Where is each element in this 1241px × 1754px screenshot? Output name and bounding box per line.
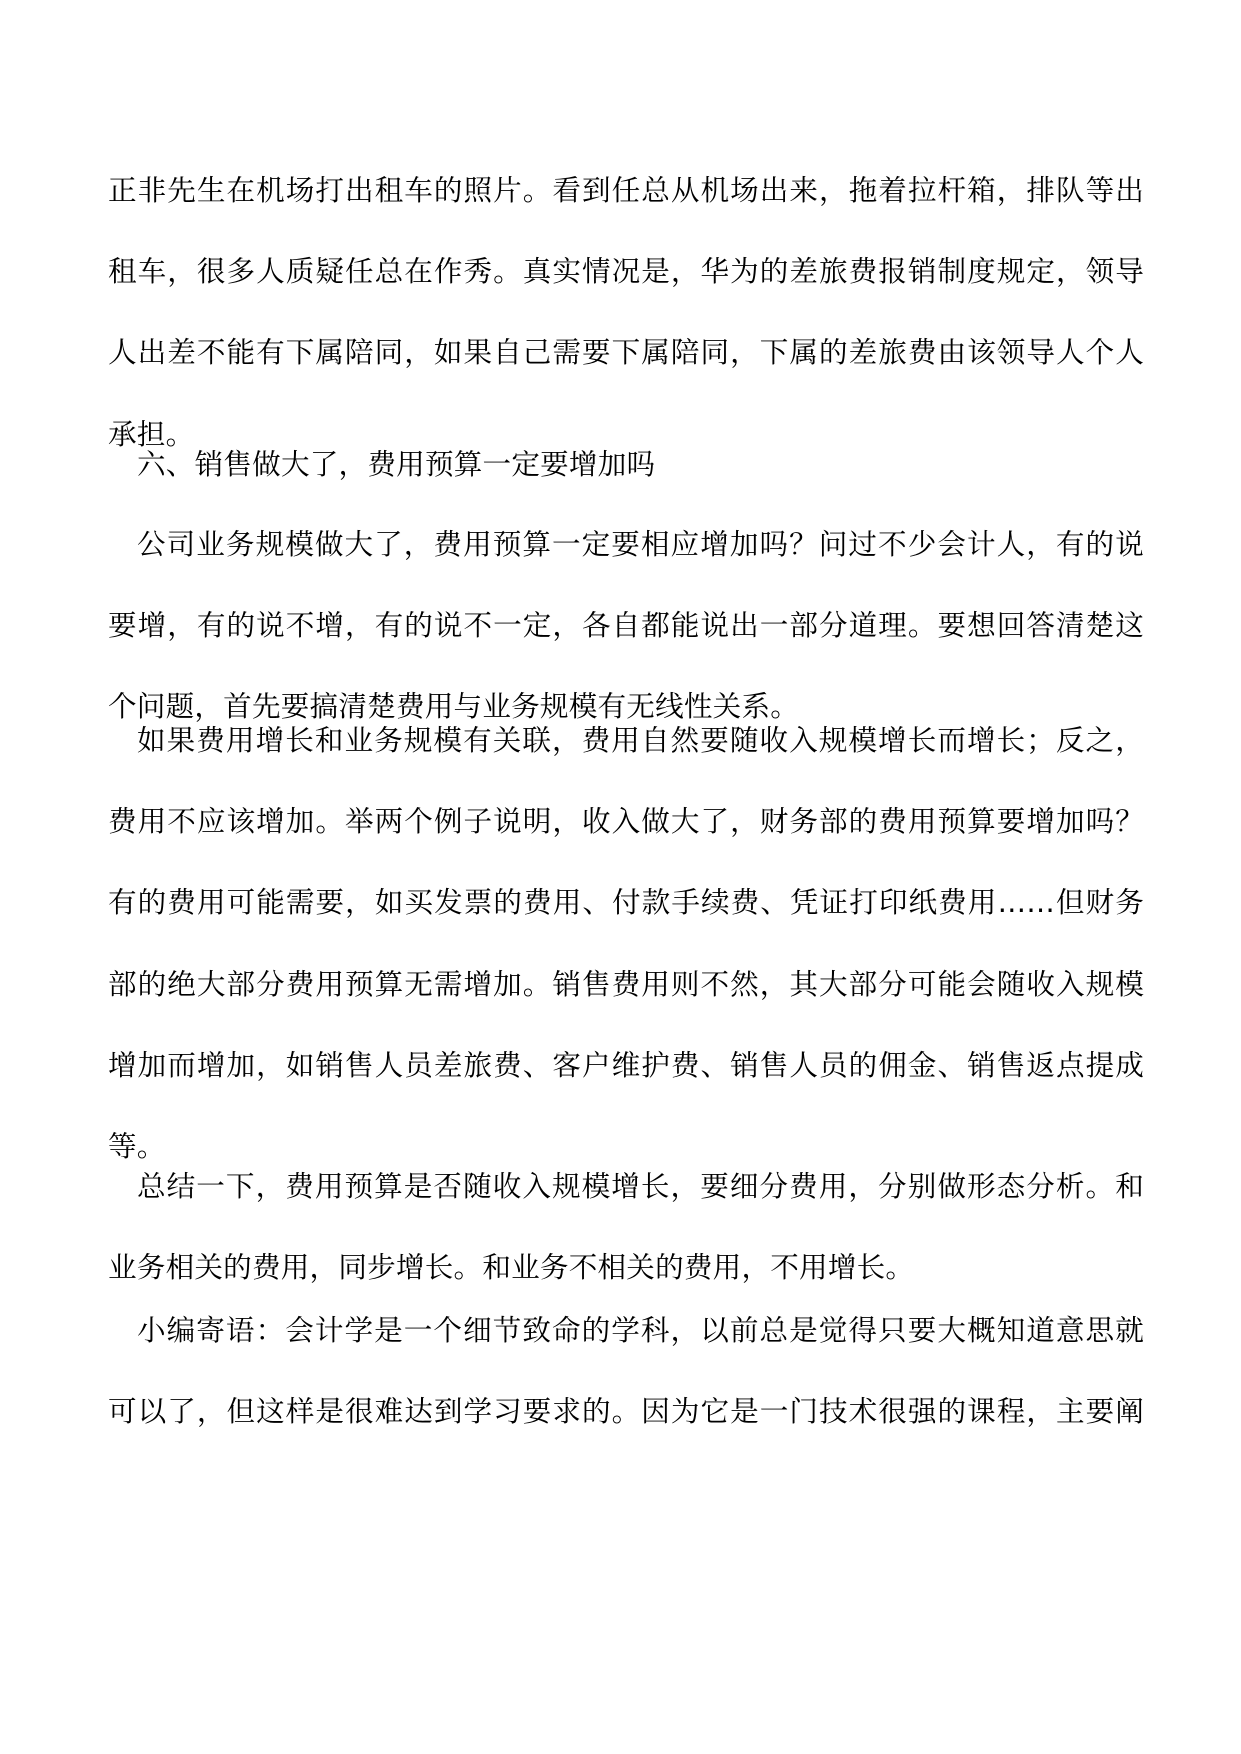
text-line: 可以了，但这样是很难达到学习要求的。因为它是一门技术很强的课程，主要阐 bbox=[108, 1394, 1144, 1429]
text-line: 要增，有的说不增，有的说不一定，各自都能说出一部分道理。要想回答清楚这 bbox=[108, 608, 1144, 643]
text-line: 增加而增加，如销售人员差旅费、客户维护费、销售人员的佣金、销售返点提成 bbox=[108, 1047, 1144, 1082]
paragraph-expense-examples bbox=[108, 700, 1144, 1187]
text-line: 部的绝大部分费用预算无需增加。销售费用则不然，其大部分可能会随收入规模 bbox=[108, 966, 1144, 1001]
paragraph-editor-note bbox=[108, 1290, 1144, 1452]
text-line: 如果费用增长和业务规模有关联，费用自然要随收入规模增长而增长；反之， bbox=[137, 723, 1144, 757]
text-line: 小编寄语：会计学是一个细节致命的学科，以前总是觉得只要大概知道意思就 bbox=[137, 1313, 1144, 1347]
text-line: 等。 bbox=[108, 1128, 166, 1163]
text-line: 业务相关的费用，同步增长。和业务不相关的费用，不用增长。 bbox=[108, 1250, 915, 1285]
text-line: 个问题，首先要搞清楚费用与业务规模有无线性关系。 bbox=[108, 689, 800, 724]
text-line: 有的费用可能需要，如买发票的费用、付款手续费、凭证打印纸费用……但财务 bbox=[108, 885, 1144, 920]
text-line: 费用不应该增加。举两个例子说明，收入做大了，财务部的费用预算要增加吗？ bbox=[108, 804, 1144, 839]
text-line: 人出差不能有下属陪同，如果自己需要下属陪同，下属的差旅费由该领导人个人 bbox=[108, 335, 1144, 370]
paragraph-summary bbox=[108, 1146, 1144, 1308]
section-heading-text: 六、销售做大了，费用预算一定要增加吗 bbox=[137, 447, 656, 481]
text-line: 公司业务规模做大了，费用预算一定要相应增加吗？问过不少会计人，有的说 bbox=[137, 527, 1144, 561]
section-heading-6 bbox=[108, 424, 1144, 505]
text-line: 正非先生在机场打出租车的照片。看到任总从机场出来，拖着拉杆箱，排队等出 bbox=[108, 173, 1144, 207]
text-line: 租车，很多人质疑任总在作秀。真实情况是，华为的差旅费报销制度规定，领导 bbox=[108, 254, 1144, 289]
text-line: 承担。 bbox=[108, 416, 195, 451]
text-line: 总结一下，费用预算是否随收入规模增长，要细分费用，分别做形态分析。和 bbox=[137, 1169, 1144, 1203]
